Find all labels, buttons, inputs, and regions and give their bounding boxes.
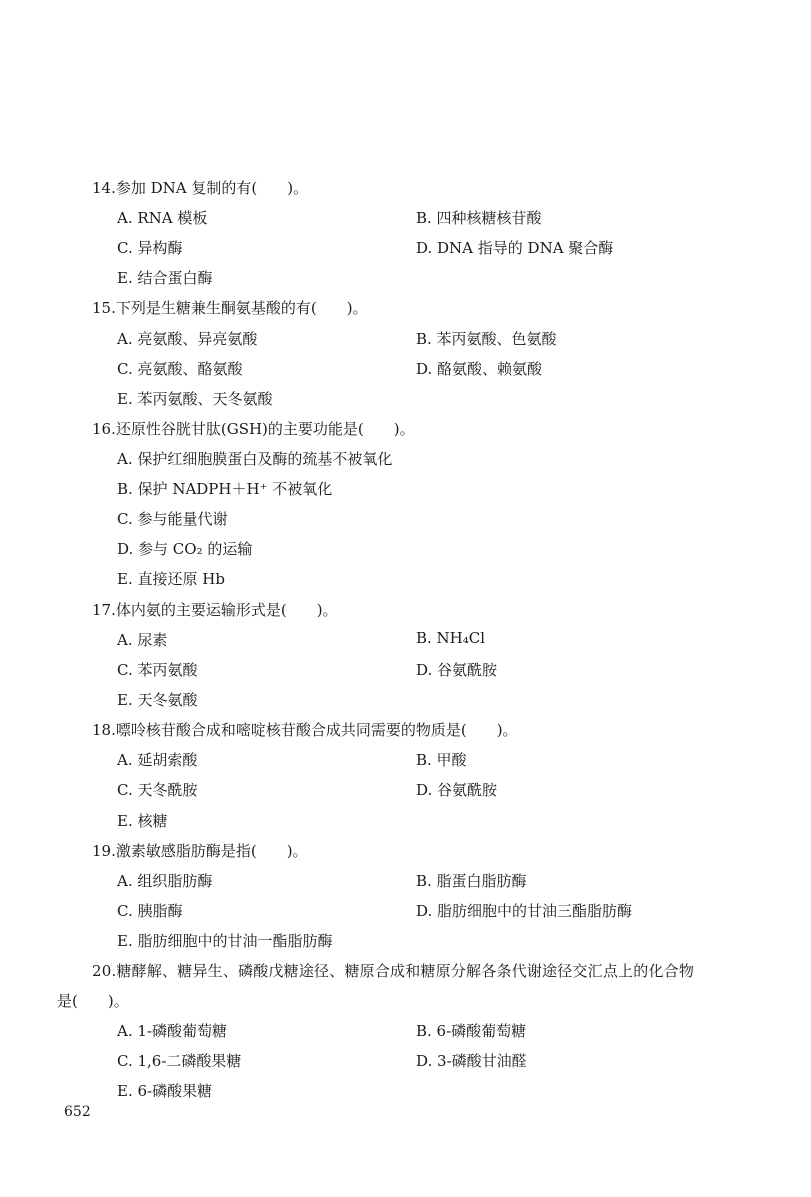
q19-option-a: A. 组织脂肪酶 (117, 872, 213, 890)
q15-option-e: E. 苯丙氨酸、天冬氨酸 (117, 390, 273, 408)
q15-option-a: A. 亮氨酸、异亮氨酸 (117, 330, 258, 348)
question-19-stem: 19.激素敏感脂肪酶是指( )。 (92, 842, 308, 860)
q17-option-c: C. 苯丙氨酸 (117, 661, 198, 679)
q19-option-d: D. 脂肪细胞中的甘油三酯脂肪酶 (416, 902, 633, 920)
q14-option-e: E. 结合蛋白酶 (117, 269, 213, 287)
q18-option-a: A. 延胡索酸 (117, 751, 198, 769)
question-16-stem: 16.还原性谷胱甘肽(GSH)的主要功能是( )。 (92, 420, 415, 438)
q15-option-c: C. 亮氨酸、酪氨酸 (117, 360, 243, 378)
q19-option-c: C. 胰脂酶 (117, 902, 183, 920)
page-number: 652 (64, 1104, 91, 1120)
q14-option-c: C. 异构酶 (117, 239, 183, 257)
question-20-stem: 20.糖酵解、糖异生、磷酸戊糖途径、糖原合成和糖原分解各条代谢途径交汇点上的化合物 (92, 962, 695, 980)
q18-option-d: D. 谷氨酰胺 (416, 781, 498, 799)
q15-option-b: B. 苯丙氨酸、色氨酸 (416, 330, 557, 348)
q17-option-a: A. 尿素 (117, 631, 168, 649)
q19-option-e: E. 脂肪细胞中的甘油一酯脂肪酶 (117, 932, 333, 950)
question-17-stem: 17.体内氨的主要运输形式是( )。 (92, 601, 338, 619)
question-20-stem-continued: 是( )。 (57, 992, 129, 1010)
q16-option-e: E. 直接还原 Hb (117, 570, 225, 588)
q15-option-d: D. 酪氨酸、赖氨酸 (416, 360, 543, 378)
q17-option-b: B. NH₄Cl (416, 629, 486, 647)
q14-option-b: B. 四种核糖核苷酸 (416, 209, 542, 227)
q16-option-b: B. 保护 NADPH＋H⁺ 不被氧化 (117, 480, 333, 498)
q14-option-a: A. RNA 模板 (117, 209, 208, 227)
q18-option-e: E. 核糖 (117, 812, 168, 830)
q17-option-d: D. 谷氨酰胺 (416, 661, 498, 679)
q20-option-a: A. 1-磷酸葡萄糖 (117, 1022, 227, 1040)
q18-option-c: C. 天冬酰胺 (117, 781, 198, 799)
question-18-stem: 18.嘌呤核苷酸合成和嘧啶核苷酸合成共同需要的物质是( )。 (92, 721, 518, 739)
q20-option-b: B. 6-磷酸葡萄糖 (416, 1022, 527, 1040)
q14-option-d: D. DNA 指导的 DNA 聚合酶 (416, 239, 614, 257)
question-15-stem: 15.下列是生糖兼生酮氨基酸的有( )。 (92, 299, 368, 317)
q16-option-c: C. 参与能量代谢 (117, 510, 228, 528)
q20-option-d: D. 3-磷酸甘油醛 (416, 1052, 527, 1070)
q18-option-b: B. 甲酸 (416, 751, 467, 769)
q16-option-d: D. 参与 CO₂ 的运输 (117, 540, 253, 558)
question-14-stem: 14.参加 DNA 复制的有( )。 (92, 179, 309, 197)
q17-option-e: E. 天冬氨酸 (117, 691, 198, 709)
q16-option-a: A. 保护红细胞膜蛋白及酶的巯基不被氧化 (117, 450, 393, 468)
q20-option-e: E. 6-磷酸果糖 (117, 1082, 213, 1100)
q19-option-b: B. 脂蛋白脂肪酶 (416, 872, 527, 890)
q20-option-c: C. 1,6-二磷酸果糖 (117, 1052, 242, 1070)
